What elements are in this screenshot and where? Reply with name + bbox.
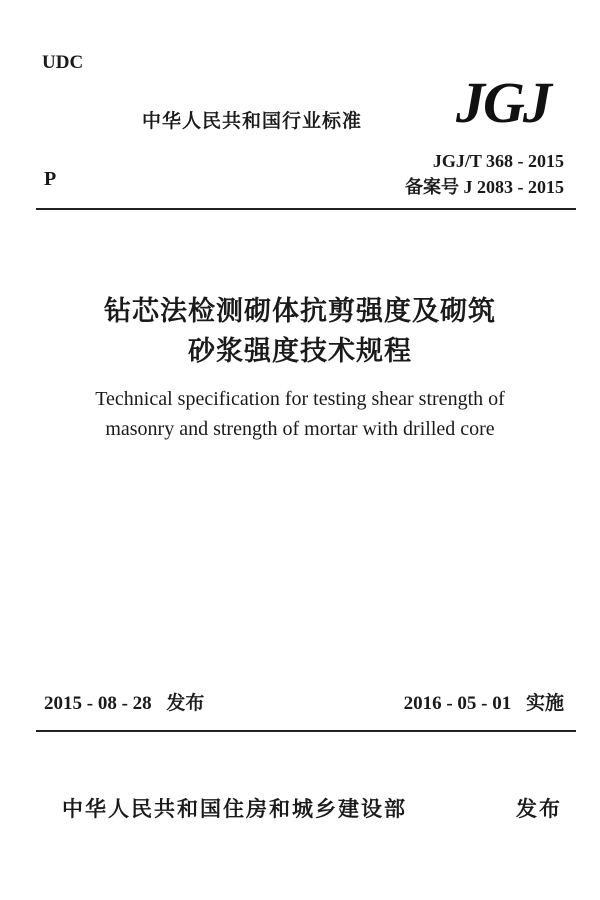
title-en-line1: Technical specification for testing shear strength of xyxy=(95,388,505,410)
footer-divider xyxy=(36,730,576,732)
record-number: 备案号 J 2083 - 2015 xyxy=(405,177,564,197)
udc-label: UDC xyxy=(42,52,84,73)
title-cn-line2: 砂浆强度技术规程 xyxy=(188,336,412,367)
jgj-logo: JGJ xyxy=(456,70,550,135)
implement-date-row xyxy=(404,688,564,715)
classification-code: P xyxy=(44,168,57,190)
title-cn-line1: 钻芯法检测砌体抗剪强度及砌筑 xyxy=(104,296,496,327)
header-divider xyxy=(36,208,576,210)
standard-category: 中华人民共和国行业标准 xyxy=(142,110,363,132)
publish-label: 发布 xyxy=(516,797,562,821)
implement-label: 实施 xyxy=(525,692,564,714)
issue-date-row xyxy=(44,688,204,715)
implement-date: 2016 - 05 - 01 xyxy=(403,693,512,714)
title-english xyxy=(0,384,600,444)
standard-number: JGJ/T 368 - 2015 xyxy=(432,151,564,171)
standard-codes xyxy=(405,148,564,200)
title-en-line2: masonry and strength of mortar with drilled core xyxy=(105,418,495,440)
issue-label: 发布 xyxy=(166,692,205,714)
title-chinese xyxy=(0,292,600,372)
issue-date: 2015 - 08 - 28 xyxy=(44,693,152,714)
publisher-name: 中华人民共和国住房和城乡建设部 xyxy=(62,797,407,821)
